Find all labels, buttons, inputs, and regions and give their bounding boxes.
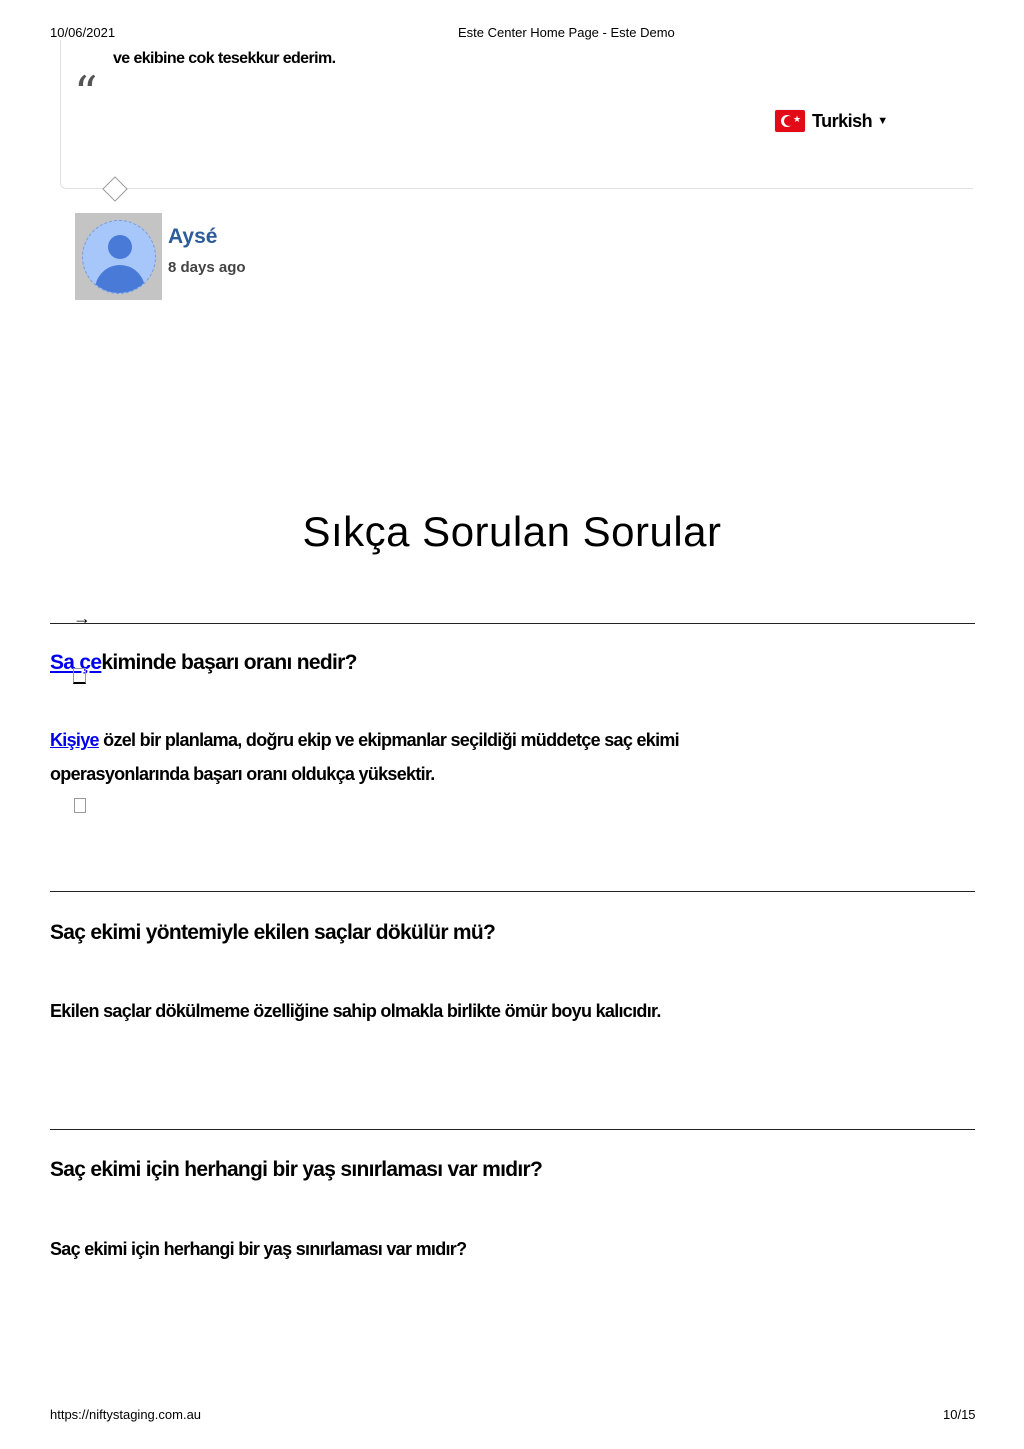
placeholder-glyph-icon: [74, 798, 86, 813]
faq-toggle-icon[interactable]: [73, 668, 86, 684]
quote-mark-icon: “: [74, 66, 98, 120]
faq-question-2[interactable]: Saç ekimi yöntemiyle ekilen saçlar dökülür mü?: [50, 921, 496, 944]
faq-divider: [50, 623, 975, 624]
faq-answer-1-link[interactable]: Kişiye: [50, 730, 99, 750]
faq-question-1-text: kiminde başarı oranı nedir?: [101, 651, 357, 674]
turkey-flag-icon: ★: [775, 110, 805, 132]
avatar: [75, 213, 162, 300]
review-time: 8 days ago: [168, 259, 246, 276]
faq-answer-2: Ekilen saçlar dökülmeme özelliğine sahip olmakla birlikte ömür boyu kalıcıdır.: [50, 1001, 661, 1021]
print-page-number: 10/15: [943, 1407, 976, 1422]
caret-down-icon: ▼: [877, 115, 889, 127]
faq-answer-1: [50, 723, 970, 791]
print-url: https://niftystaging.com.au: [50, 1407, 202, 1422]
language-label: Turkish: [812, 110, 873, 131]
reviewer-name: Aysé: [168, 225, 218, 248]
faq-question-1[interactable]: [50, 651, 357, 675]
arrow-right-icon: →: [73, 608, 91, 628]
faq-title: Sıkça Sorulan Sorular: [302, 508, 722, 555]
faq-question-3[interactable]: Saç ekimi için herhangi bir yaş sınırlaması var mıdır?: [50, 1158, 543, 1181]
faq-answer-1-text-line2: operasyonlarında başarı oranı oldukça yüksektir.: [50, 764, 435, 784]
testimonial-text: ve ekibine cok tesekkur ederim.: [113, 50, 336, 67]
language-selector[interactable]: [775, 110, 888, 132]
faq-divider: [50, 891, 975, 892]
faq-answer-3: Saç ekimi için herhangi bir yaş sınırlaması var mıdır?: [50, 1239, 467, 1259]
faq-divider: [50, 1129, 975, 1130]
faq-question-1-link[interactable]: Sa çe: [50, 651, 102, 674]
print-date: 10/06/2021: [50, 25, 116, 40]
user-avatar-icon: [82, 220, 156, 294]
print-title: Este Center Home Page - Este Demo: [458, 25, 675, 40]
faq-answer-1-text: özel bir planlama, doğru ekip ve ekipmanlar seçildiği müddetçe saç ekimi: [103, 730, 679, 750]
